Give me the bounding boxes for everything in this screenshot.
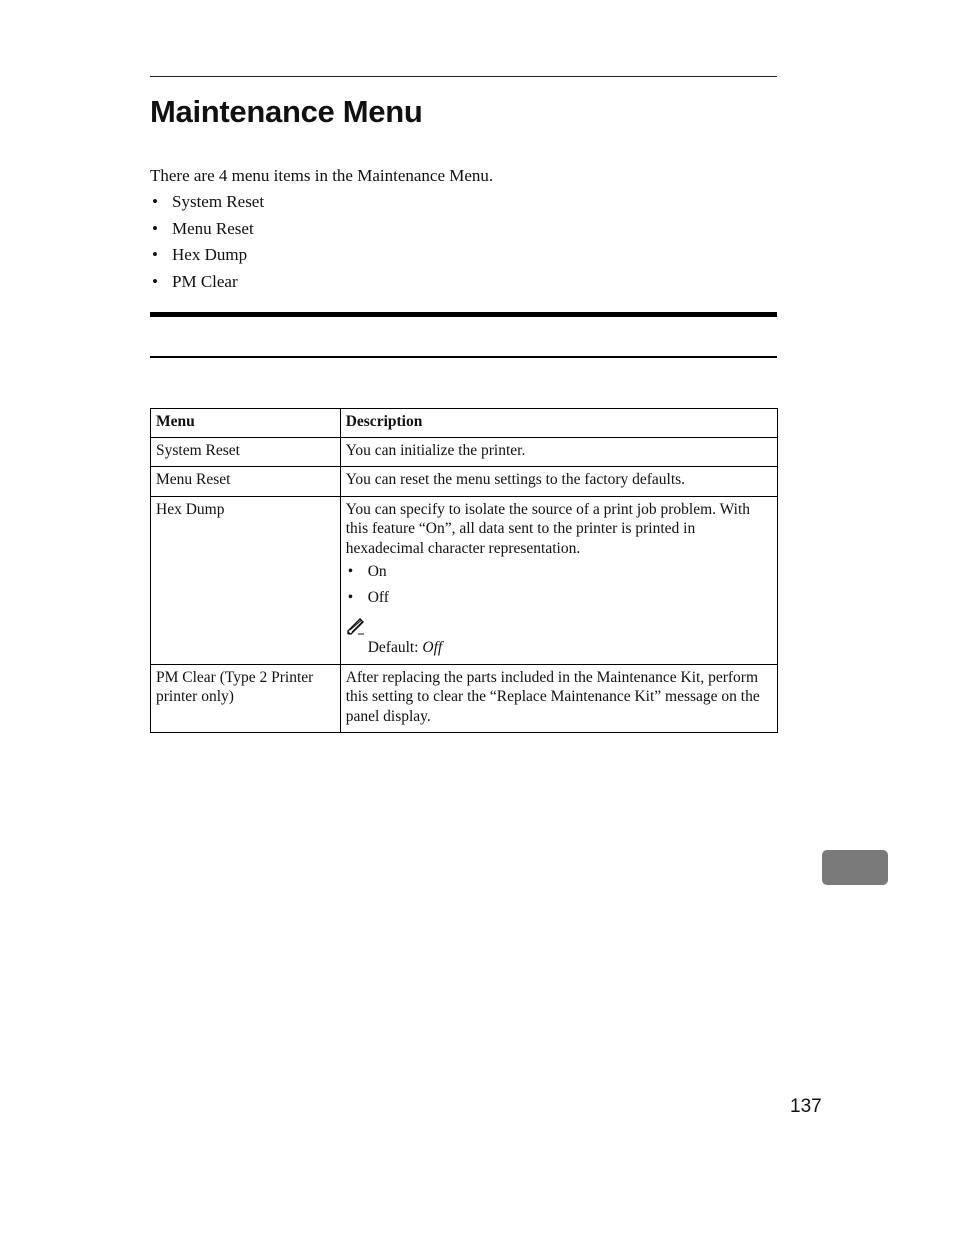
maintenance-menu-table — [150, 408, 778, 733]
list-item-label: Hex Dump — [172, 245, 248, 264]
table-row — [151, 664, 778, 733]
default-value-line — [346, 638, 772, 658]
bullet-icon: • — [152, 245, 158, 264]
table-header-row — [151, 409, 778, 438]
description-cell: After replacing the parts included in the Maintenance Kit, perform this setting to clear the “Replace Maintenance Kit” message on the panel display. — [340, 664, 777, 733]
list-item-label: PM Clear — [172, 271, 238, 291]
list-item-label: Menu Reset — [172, 218, 254, 238]
list-item — [346, 588, 772, 614]
table-row — [151, 437, 778, 467]
section-rule-thick — [150, 312, 777, 317]
list-item — [150, 192, 264, 219]
section-rule — [150, 356, 777, 358]
list-item — [346, 562, 772, 588]
bullet-icon: • — [152, 271, 158, 291]
column-header-description: Description — [340, 409, 777, 438]
top-rule — [150, 76, 777, 77]
bullet-icon: • — [347, 563, 354, 580]
option-list — [346, 562, 772, 614]
description-cell: You can initialize the printer. — [340, 437, 777, 467]
description-text: You can specify to isolate the source of a print job problem. With this feature “On”, all data sent to the printer is printed in hexadecimal character representation. — [345, 500, 751, 557]
list-item — [150, 272, 264, 299]
table-row — [151, 467, 778, 497]
chapter-thumb-tab — [822, 850, 888, 885]
bullet-icon: • — [347, 589, 354, 606]
menu-cell: Hex Dump — [151, 496, 341, 664]
default-label: Default: — [367, 639, 423, 656]
bullet-icon: • — [152, 192, 158, 211]
list-item — [150, 245, 264, 272]
list-item — [150, 219, 264, 246]
description-cell: You can reset the menu settings to the factory defaults. — [340, 467, 777, 497]
table-row — [151, 496, 778, 664]
page-title: Maintenance Menu — [150, 94, 423, 129]
pencil-note-icon — [346, 618, 366, 636]
intro-text: There are 4 menu items in the Maintenance Menu. — [150, 166, 494, 185]
bullet-icon: • — [152, 218, 158, 238]
option-label: Off — [367, 589, 389, 606]
menu-cell: System Reset — [151, 437, 341, 467]
menu-items-list — [150, 192, 264, 298]
column-header-menu: Menu — [151, 409, 341, 438]
option-label: On — [367, 563, 387, 580]
default-value: Off — [422, 639, 443, 656]
page-number: 137 — [790, 1096, 822, 1117]
description-cell — [340, 496, 777, 664]
menu-cell: PM Clear (Type 2 Printer printer only) — [151, 664, 341, 733]
menu-cell: Menu Reset — [151, 467, 341, 497]
list-item-label: System Reset — [172, 192, 265, 211]
